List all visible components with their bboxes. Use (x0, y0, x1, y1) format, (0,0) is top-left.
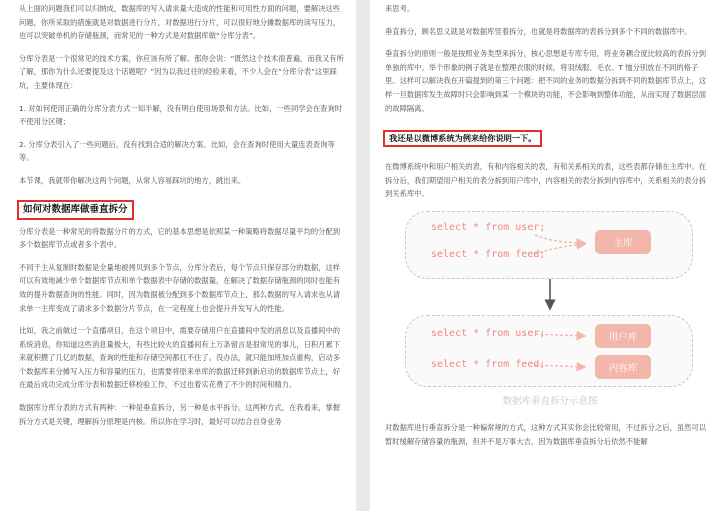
right-page (370, 0, 720, 511)
paragraph: 比如，我之前做过一个直播项目，在这个项目中，需要存储用户在直播间中发的消息以及直播间中的系统消息，你知道这些消息量极大，有些比较火的直播间有上万条留言是很常见的事儿，日积月累下来就积攒了几亿的数据，查询的性能和存储空间都扛不住了。没办法，就只能加班加点重构，启动多个数据库来分摊写入压力和容量的压力，也需要将原来单库的数据迁移到新启动的数据库节点上，好在最后成功完成分库分表和数据迁移校验工作，不过也着实花费了不少的时间和精力。 (19, 326, 341, 390)
paragraph: 对数据库进行垂直拆分是一种偏常规的方式，这种方式其实你会比较常用，不过拆分之后，虽然可以暂时缓解存储容量的瓶颈，但并不是万事大吉，因为数据库垂直拆分后依然不能解 (385, 422, 707, 446)
sql-query: select * from user; (431, 327, 546, 339)
paragraph: 从上面的问题我们可以归纳成，数据库的写入请求量大造成的性能和可用性方面的问题，要解决这些问题，你所采取的措施就是对数据进行分片，对数据进行分片，可以很好地分摊数据库的读写压力，也可以突破单机的存储瓶颈，而常见的一种方式是对数据库做“分库分表”。 (19, 4, 341, 41)
paragraph: 2. 分库分表引入了一些问题后，没有找到合适的解决方案。比如，会在查询时使用大量连表查询等等。 (19, 139, 335, 163)
sql-query: select * from feed; (431, 248, 546, 260)
vertical-split-diagram (385, 207, 715, 417)
left-page (0, 0, 356, 511)
paragraph: 不同于主从复制时数据是全量地被拷贝到多个节点，分库分表后，每个节点只保存部分的数据，这样可以有效地减少单个数据库节点和单个数据表中存储的数据量，在解决了数据存储瓶颈的同时也能有效的提升数据查询的性能。同时，因为数据被分配到多个数据库节点上，那么数据的写入请求也从请求单一主库变成了请求多个数据分片节点，在一定程度上也会提升并发写入的性能。 (19, 262, 341, 313)
user-db-box: 用户库 (595, 324, 651, 348)
paragraph: 垂直拆分的原则一般是按照业务类型来拆分，核心思想是专库专用，将业务耦合度比较高的表拆分到单独的库中。举个形象的例子就是在整理衣服的时候，将羽绒服、毛衣、T 恤分别放在不同的格子里。这样可以解决我在开篇提到的第三个问题：把不同的业务的数据分拆到不同的数据库节点上，这样一旦数据库发生故障时只会影响到某一个模块的功能，不会影响到整体功能，从而实现了数据层面的故障隔离。 (385, 49, 707, 113)
paragraph: 数据库分库分表的方式有两种：一种是垂直拆分，另一种是水平拆分。这两种方式，在我看来，掌握拆分方式是关键，理解拆分原理是内核。所以你在学习时，最好可以结合自身业务 (19, 403, 341, 426)
diagram-caption: 数据库垂直拆分示意图 (502, 395, 598, 407)
content-db-box: 内容库 (595, 355, 651, 379)
diagram-arrows (385, 207, 715, 417)
highlighted-quote: 我还是以微博系统为例来给你说明一下。 (383, 130, 542, 147)
paragraph: 分库分表是一种常见的将数据分片的方式，它的基本思想是依照某一种策略将数据尽量平均的分配到多个数据库节点或者多个表中。 (19, 226, 341, 250)
paragraph: 来思考。 (385, 4, 415, 13)
paragraph: 在微博系统中和用户相关的表，有和内容相关的表，有和关系相关的表，这些表都存储在主库中。在拆分后，我们期望用户相关的表分拆到用户库中，内容相关的表分拆到内容库中，关系相关的表分拆到关系库中。 (385, 162, 707, 199)
paragraph: 1. 对如何使用正确的分库分表方式一知半解，没有明白使用场景和方法。比如，一些同学会在查询时不使用分区键； (19, 103, 343, 127)
paragraph: 垂直拆分，顾名思义就是对数据库竖着拆分，也就是将数据库的表拆分到多个不同的数据库中。 (385, 26, 692, 36)
paragraph: 分库分表是一个很常见的技术方案，你应该有所了解。那你会说：“既然这个技术很普遍，而我又有所了解，那你为什么还要提及这个话题呢？”因为以我过往的经验来看，不少人会在“分库分表”这里踩坑，主要体现在： (19, 53, 344, 90)
sql-query: select * from feed; (431, 358, 546, 370)
main-db-box: 主库 (595, 230, 651, 254)
section-heading: 如何对数据库做垂直拆分 (17, 200, 134, 220)
paragraph: 本节课，我就带你解决这两个问题，从常人容易踩坑的地方，跳出来。 (19, 175, 246, 185)
sql-query: select * from user; (431, 221, 546, 233)
